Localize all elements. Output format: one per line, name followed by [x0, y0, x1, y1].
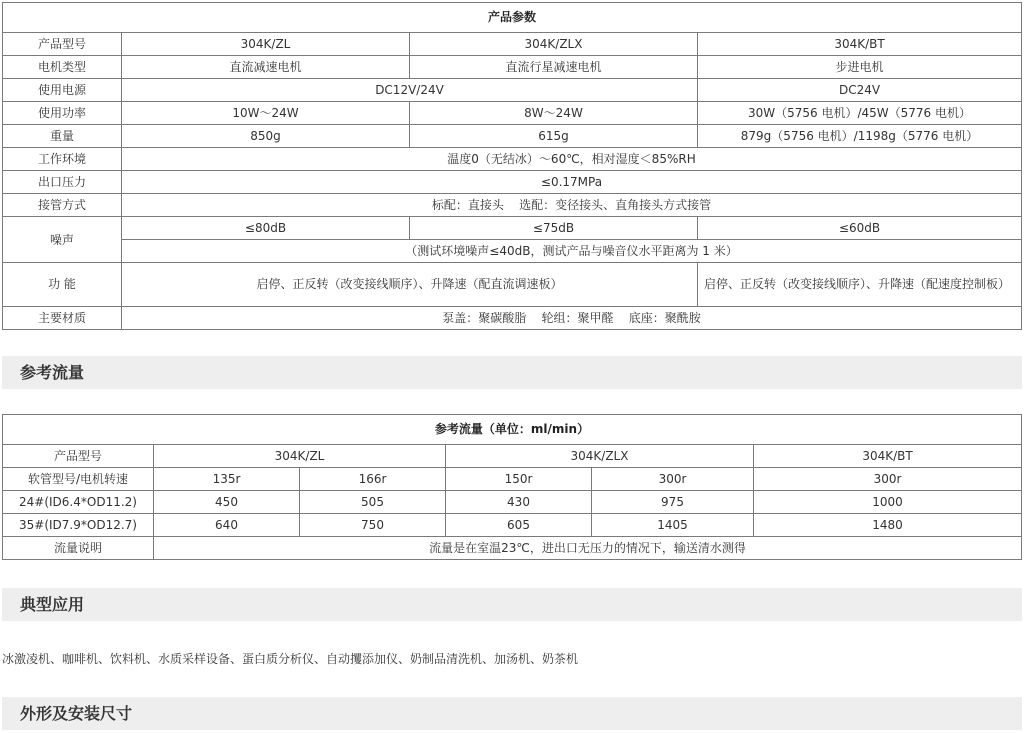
- table-row: [3, 263, 1022, 307]
- table-row: [3, 514, 1022, 537]
- cell: 标配：直接头 选配：变径接头、直角接头方式接管: [122, 194, 1022, 217]
- section-title: 参考流量: [20, 363, 85, 382]
- cell: 605: [446, 514, 592, 537]
- cell: 879g（5756 电机）/1198g（5776 电机）: [698, 125, 1022, 148]
- table-row: [3, 468, 1022, 491]
- row-label: 流量说明: [3, 537, 154, 560]
- cell: 304K/ZLX: [410, 33, 698, 56]
- table-row: [3, 102, 1022, 125]
- params-title: 产品参数: [3, 3, 1022, 33]
- cell: DC24V: [698, 79, 1022, 102]
- row-label: 工作环境: [3, 148, 122, 171]
- table-row: [3, 217, 1022, 240]
- cell: 流量是在室温23℃，进出口无压力的情况下，输送清水测得: [154, 537, 1022, 560]
- cell: 150r: [446, 468, 592, 491]
- row-label: 35#(ID7.9*OD12.7): [3, 514, 154, 537]
- table-row: [3, 171, 1022, 194]
- cell: 启停、正反转（改变接线顺序）、升降速（配直流调速板）: [122, 263, 698, 307]
- cell: 直流减速电机: [122, 56, 410, 79]
- cell: 10W～24W: [122, 102, 410, 125]
- row-label: 主要材质: [3, 307, 122, 330]
- cell: 启停、正反转（改变接线顺序）、升降速（配速度控制板）: [698, 263, 1022, 307]
- cell: 步进电机: [698, 56, 1022, 79]
- cell: ≤0.17MPa: [122, 171, 1022, 194]
- cell: ≤80dB: [122, 217, 410, 240]
- cell: 304K/ZL: [154, 445, 446, 468]
- cell: DC12V/24V: [122, 79, 698, 102]
- row-label: 使用电源: [3, 79, 122, 102]
- section-header-flow: [2, 356, 1022, 389]
- cell: 304K/BT: [754, 445, 1022, 468]
- flow-title: 参考流量（单位：ml/min）: [3, 415, 1022, 445]
- table-row: [3, 491, 1022, 514]
- row-label: 软管型号/电机转速: [3, 468, 154, 491]
- cell: 300r: [754, 468, 1022, 491]
- cell: 304K/ZLX: [446, 445, 754, 468]
- cell: （测试环境噪声≤40dB，测试产品与噪音仪水平距离为 1 米）: [122, 240, 1022, 263]
- cell: 30W（5756 电机）/45W（5776 电机）: [698, 102, 1022, 125]
- cell: 615g: [410, 125, 698, 148]
- table-row: [3, 125, 1022, 148]
- applications-text: 冰激凌机、咖啡机、饮料机、水质采样设备、蛋白质分析仪、自动攫添加仪、奶制品清洗机、加汤机、奶茶机: [2, 652, 579, 666]
- cell: 1000: [754, 491, 1022, 514]
- table-row: [3, 56, 1022, 79]
- cell: 300r: [592, 468, 754, 491]
- row-label: 产品型号: [3, 33, 122, 56]
- section-title: 外形及安装尺寸: [20, 704, 133, 723]
- cell: 1405: [592, 514, 754, 537]
- table-row: [3, 79, 1022, 102]
- section-header-applications: [2, 588, 1022, 621]
- cell: 750: [300, 514, 446, 537]
- product-params-table: [2, 2, 1022, 330]
- table-row: [3, 33, 1022, 56]
- row-label: 24#(ID6.4*OD11.2): [3, 491, 154, 514]
- flow-table: [2, 414, 1022, 560]
- cell: 直流行星减速电机: [410, 56, 698, 79]
- cell: 166r: [300, 468, 446, 491]
- cell: 304K/BT: [698, 33, 1022, 56]
- cell: 135r: [154, 468, 300, 491]
- section-title: 典型应用: [20, 595, 85, 614]
- cell: ≤75dB: [410, 217, 698, 240]
- cell: 8W～24W: [410, 102, 698, 125]
- table-row: [3, 194, 1022, 217]
- cell: 850g: [122, 125, 410, 148]
- table-row: [3, 445, 1022, 468]
- row-label: 功 能: [3, 263, 122, 307]
- cell: 泵盖：聚碳酸脂 轮组：聚甲醛 底座：聚酰胺: [122, 307, 1022, 330]
- cell: 1480: [754, 514, 1022, 537]
- table-row: [3, 240, 1022, 263]
- cell: 温度0（无结冰）～60℃，相对湿度＜85%RH: [122, 148, 1022, 171]
- cell: 975: [592, 491, 754, 514]
- row-label: 噪声: [3, 217, 122, 263]
- table-row: [3, 148, 1022, 171]
- cell: 430: [446, 491, 592, 514]
- row-label: 使用功率: [3, 102, 122, 125]
- cell: 450: [154, 491, 300, 514]
- cell: 505: [300, 491, 446, 514]
- row-label: 产品型号: [3, 445, 154, 468]
- row-label: 接管方式: [3, 194, 122, 217]
- cell: 640: [154, 514, 300, 537]
- row-label: 电机类型: [3, 56, 122, 79]
- table-row: [3, 537, 1022, 560]
- cell: ≤60dB: [698, 217, 1022, 240]
- row-label: 出口压力: [3, 171, 122, 194]
- table-row: [3, 307, 1022, 330]
- row-label: 重量: [3, 125, 122, 148]
- cell: 304K/ZL: [122, 33, 410, 56]
- section-header-dimensions: [2, 697, 1022, 730]
